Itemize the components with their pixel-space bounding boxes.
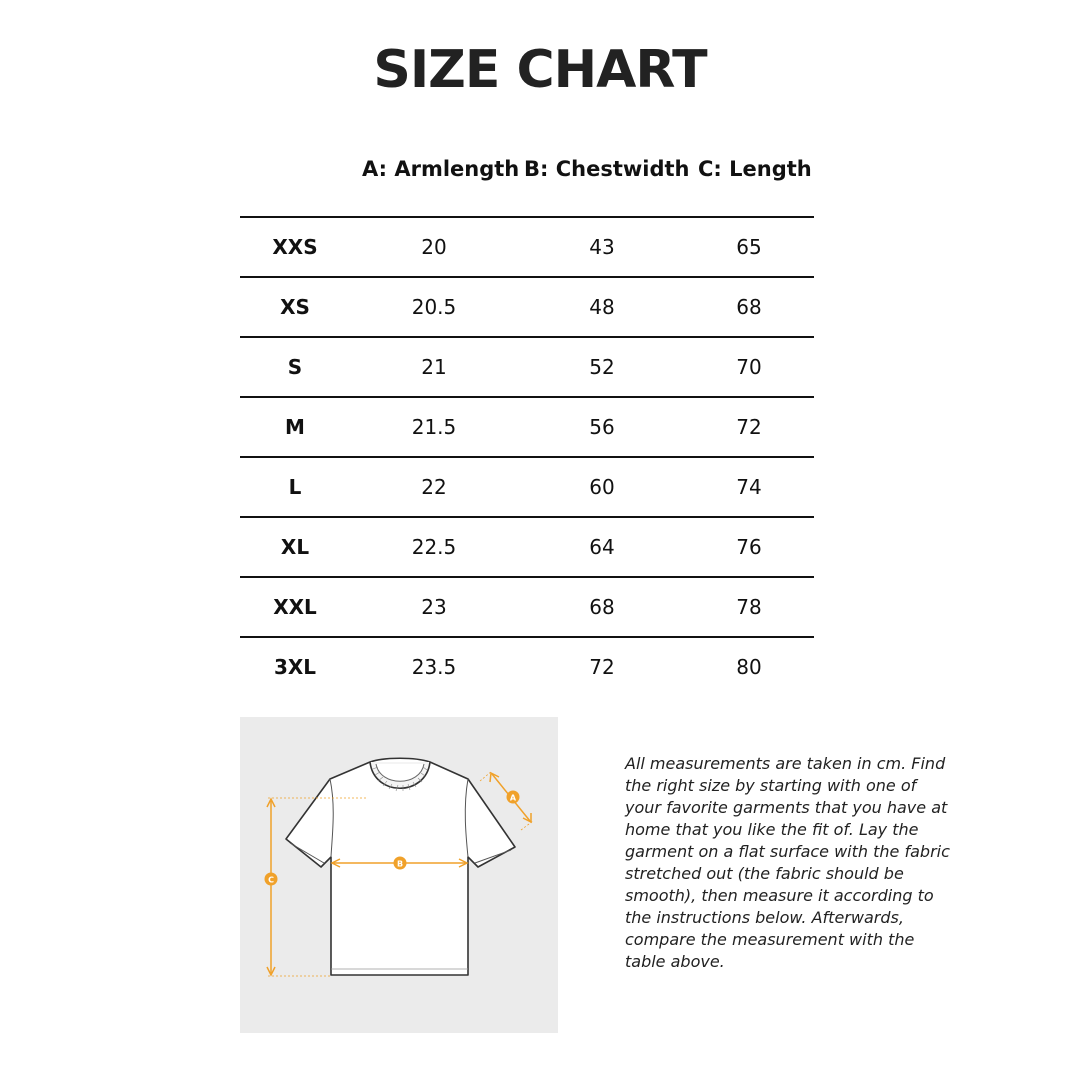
measurement-a: 22 bbox=[421, 475, 447, 499]
table-row bbox=[240, 516, 814, 576]
page-title: SIZE CHART bbox=[373, 40, 707, 100]
tshirt-illustration bbox=[240, 717, 558, 1033]
measurement-c: 68 bbox=[736, 295, 762, 319]
table-row bbox=[240, 216, 814, 276]
measurement-c: 74 bbox=[736, 475, 762, 499]
size-label: XXS bbox=[272, 235, 318, 259]
measurement-c: 72 bbox=[736, 415, 762, 439]
measurement-a: 20 bbox=[421, 235, 447, 259]
table-row bbox=[240, 336, 814, 396]
measurement-note: All measurements are taken in cm. Find the right size by starting with one of your favorite garments that you have at home that you like the fit of. Lay the garment on a flat surface with the fabric stretched out (the fabric should be smooth), then measure it according to the instructions below. Afterwards, compare the measurement with the table above. bbox=[625, 754, 950, 971]
column-header-length: C: Length bbox=[698, 157, 812, 181]
measurement-a: 23 bbox=[421, 595, 447, 619]
table-row bbox=[240, 396, 814, 456]
column-header-armlength: A: Armlength bbox=[362, 157, 520, 181]
measurement-b: 52 bbox=[589, 355, 615, 379]
column-header-chestwidth: B: Chestwidth bbox=[524, 157, 690, 181]
size-label: XL bbox=[280, 535, 310, 559]
size-label: M bbox=[285, 415, 305, 439]
marker-a-label: A bbox=[509, 793, 517, 803]
size-label: S bbox=[287, 355, 303, 379]
measurement-a: 20.5 bbox=[411, 295, 457, 319]
size-table bbox=[240, 216, 814, 696]
measurement-c: 70 bbox=[736, 355, 762, 379]
measurement-b: 64 bbox=[589, 535, 615, 559]
measurement-b: 68 bbox=[589, 595, 615, 619]
table-row bbox=[240, 576, 814, 636]
size-label: 3XL bbox=[273, 655, 317, 679]
measurement-b: 43 bbox=[589, 235, 615, 259]
table-row bbox=[240, 276, 814, 336]
measurement-b: 72 bbox=[589, 655, 615, 679]
measurement-b: 60 bbox=[589, 475, 615, 499]
measurement-a: 21 bbox=[421, 355, 447, 379]
measurement-a: 22.5 bbox=[411, 535, 457, 559]
size-label: XXL bbox=[273, 595, 317, 619]
measurement-a: 21.5 bbox=[411, 415, 457, 439]
measurement-b: 56 bbox=[589, 415, 615, 439]
measurement-a: 23.5 bbox=[411, 655, 457, 679]
table-row bbox=[240, 456, 814, 516]
marker-b-label: B bbox=[396, 859, 404, 869]
size-label: XS bbox=[280, 295, 310, 319]
marker-c-label: C bbox=[268, 875, 274, 885]
size-label: L bbox=[288, 475, 302, 499]
measurement-c: 76 bbox=[736, 535, 762, 559]
measurement-c: 80 bbox=[736, 655, 762, 679]
table-row bbox=[240, 636, 814, 696]
measurement-c: 65 bbox=[736, 235, 762, 259]
measurement-b: 48 bbox=[589, 295, 615, 319]
measurement-c: 78 bbox=[736, 595, 762, 619]
tshirt-diagram-icon bbox=[240, 717, 558, 1033]
